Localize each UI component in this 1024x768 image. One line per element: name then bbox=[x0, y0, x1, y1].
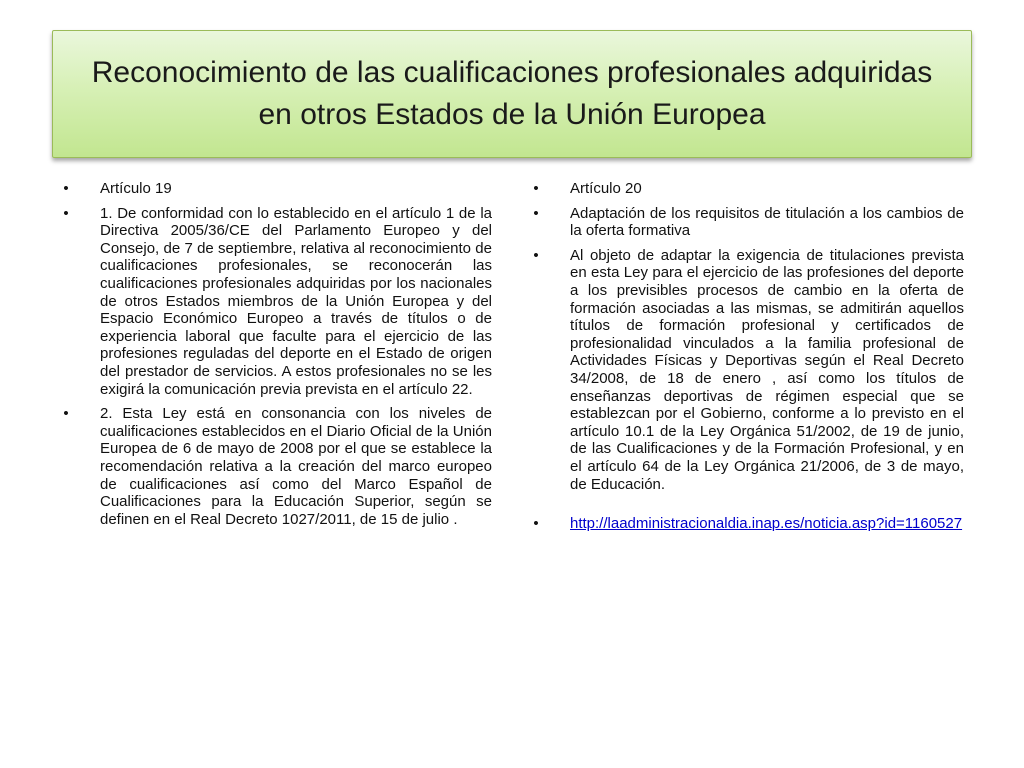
paragraph-text: 2. Esta Ley está en consonancia con los niveles de cualificaciones establecidos en el Diario Oficial de la Unión Europea de 6 de mayo de 2008 por el que se establece la recomendación relativa a la creación del marco europeo de cualificaciones así como del Marco Español de Cualificaciones para la Educación Superior, según se definen en el Real Decreto 1027/2011, de 15 de julio . bbox=[100, 405, 492, 528]
list-item bbox=[530, 515, 964, 533]
article-heading: Artículo 19 bbox=[100, 180, 172, 197]
bullet-icon: • bbox=[533, 246, 539, 264]
paragraph-text: Al objeto de adaptar la exigencia de titulaciones prevista en esta Ley para el ejercicio de las profesiones del deporte a los previsibles procesos de cambio en la oferta de formación asociadas a las mismas, se admitirán aquellos títulos de formación profesional y certificados de profesionalidad vinculados a la familia profesional de Actividades Físicas y Deportivas según el Real Decreto 34/2008, de 18 de enero , así como los títulos de enseñanzas deportivas de régimen especial que se establezcan por el Gobierno, conforme a lo previsto en el artículo 10.1 de la Ley Orgánica 51/2002, de 19 de junio, de las Cualificaciones y de la Formación Profesional, y en el artículo 64 de la Ley Orgánica 21/2006, de 3 de mayo, de Educación. bbox=[570, 246, 964, 493]
left-column bbox=[60, 180, 492, 535]
right-column bbox=[530, 180, 964, 540]
bullet-icon: • bbox=[63, 405, 69, 423]
list-item bbox=[60, 405, 492, 528]
paragraph-text: 1. De conformidad con lo establecido en el artículo 1 de la Directiva 2005/36/CE del Parlamento Europeo y del Consejo, de 7 de septiembre, relativa al reconocimiento de cualificaciones profesionales, se reconocerán las cualificaciones profesionales adquiridas por los nacionales de otros Estados miembros de la Unión Europea y del Espacio Económico Europeo a través de títulos o de experiencia laboral que faculte para el ejercicio de las profesiones reguladas del deporte en el Estado de origen del prestador de servicios. A estos profesionales no se les exigirá la comunicación previa prevista en el artículo 22. bbox=[100, 204, 492, 398]
article-heading: Artículo 20 bbox=[570, 180, 642, 197]
list-item bbox=[530, 180, 964, 198]
list-item bbox=[60, 205, 492, 399]
bullet-icon: • bbox=[63, 204, 69, 222]
article-subtitle: Adaptación de los requisitos de titulación a los cambios de la oferta formativa bbox=[570, 204, 964, 240]
bullet-icon: • bbox=[63, 180, 69, 197]
list-item bbox=[530, 247, 964, 493]
slide-title: Reconocimiento de las cualificaciones profesionales adquiridas en otros Estados de la Unión Europea bbox=[91, 56, 933, 131]
list-item bbox=[60, 180, 492, 198]
source-link-wrapper bbox=[570, 515, 962, 532]
bullet-icon: • bbox=[533, 204, 539, 222]
list-item bbox=[530, 205, 964, 240]
title-banner bbox=[52, 30, 972, 158]
bullet-icon: • bbox=[533, 515, 539, 533]
source-link[interactable]: http://laadministracionaldia.inap.es/noticia.asp?id=1160527 bbox=[570, 515, 963, 533]
bullet-icon: • bbox=[533, 180, 539, 197]
